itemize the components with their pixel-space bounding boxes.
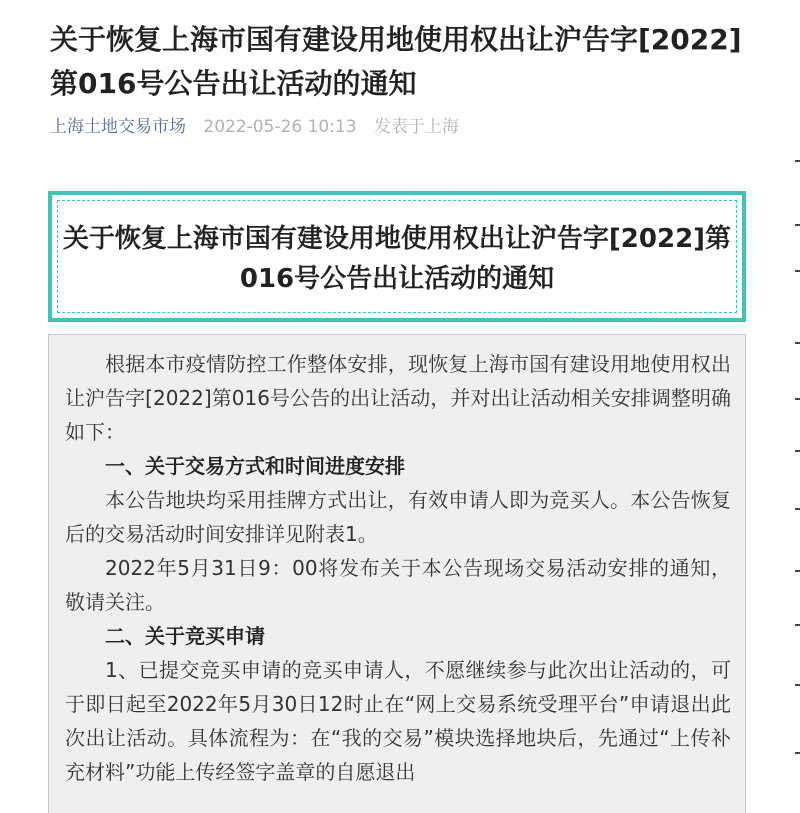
section-heading-2: 二、关于竞买申请 [105, 624, 265, 648]
article-meta [50, 114, 459, 140]
account-name-link[interactable]: 上海土地交易市场 [50, 117, 186, 137]
adjacent-window-edge [793, 150, 800, 813]
section-heading-1: 一、关于交易方式和时间进度安排 [105, 454, 405, 478]
boxed-title: 关于恢复上海市国有建设用地使用权出让沪告字[2022]第016号公告出让活动的通知 [62, 224, 732, 294]
intro-paragraph: 根据本市疫情防控工作整体安排，现恢复上海市国有建设用地使用权出让沪告字[2022]第016号公告的出让活动，并对出让活动相关安排调整明确如下： [65, 352, 731, 444]
paragraph-3: 1、已提交竞买申请的竞买申请人，不愿继续参与此次出让活动的，可于即日起至2022年5月30日12时止在“网上交易系统受理平台”申请退出此次出让活动。具体流程为：在“我的交易”模块选择地块后，先通过“上传补充材料”功能上传经签字盖章的自愿退出 [65, 658, 731, 784]
paragraph-2: 2022年5月31日9：00将发布关于本公告现场交易活动安排的通知，敬请关注。 [65, 556, 731, 614]
article-body [48, 334, 746, 813]
publish-time: 2022-05-26 10:13 [203, 117, 357, 137]
article-title: 关于恢复上海市国有建设用地使用权出让沪告字[2022]第016号公告出让活动的通知 [50, 23, 742, 100]
boxed-title-frame [48, 191, 746, 322]
publish-location: 发表于上海 [374, 117, 460, 137]
paragraph-1: 本公告地块均采用挂牌方式出让，有效申请人即为竞买人。本公告恢复后的交易活动时间安排详见附表1。 [65, 488, 731, 546]
